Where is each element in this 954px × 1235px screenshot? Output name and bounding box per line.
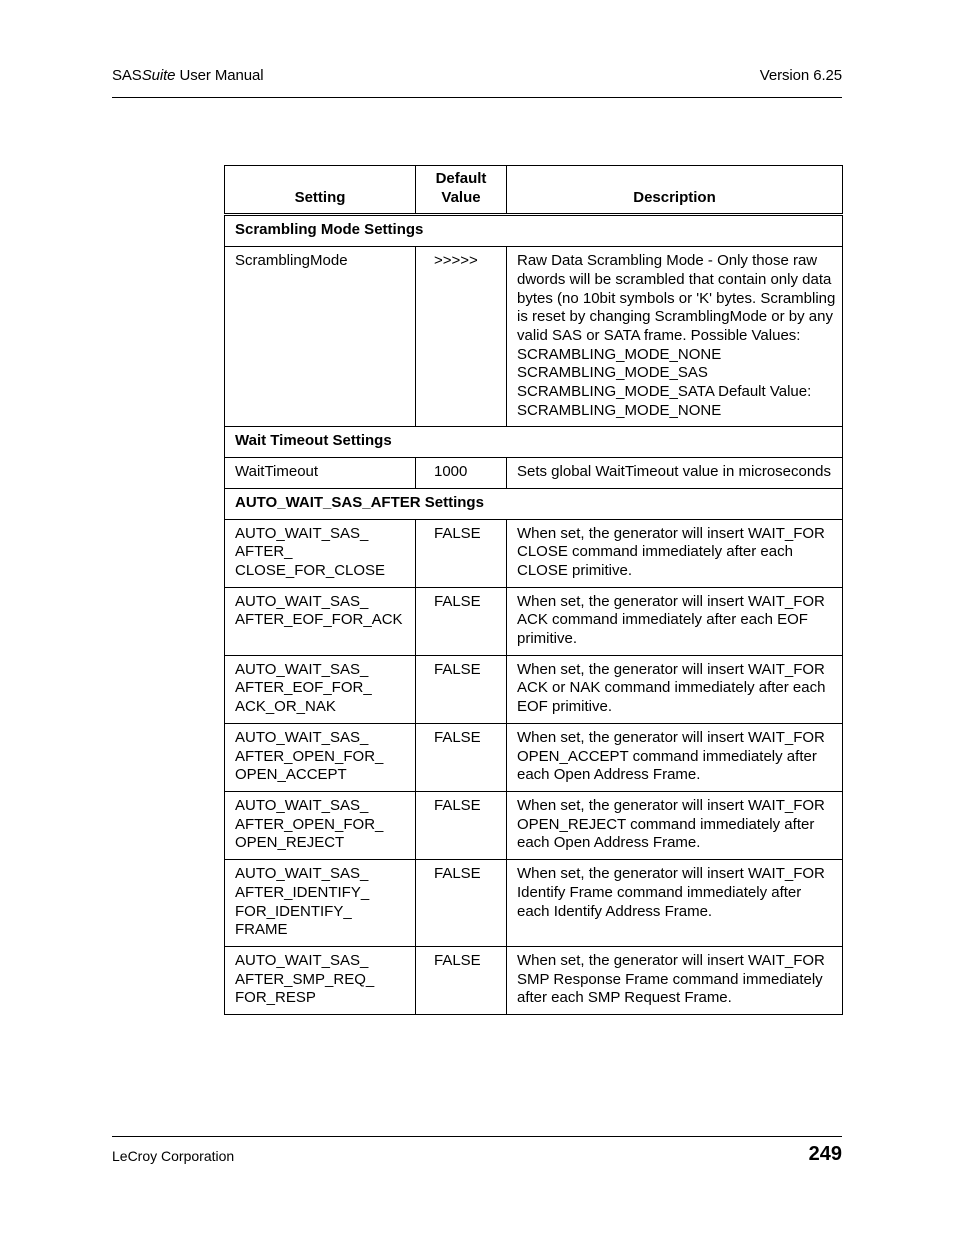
- table-header-row: [225, 166, 843, 215]
- table-row: [225, 655, 843, 723]
- manual-title-prefix: SAS: [112, 67, 142, 84]
- table-row: [225, 519, 843, 587]
- settings-table: [224, 165, 843, 1015]
- setting-cell: ScramblingMode: [225, 247, 416, 427]
- table-row: [225, 860, 843, 947]
- company-name: LeCroy Corporation: [112, 1148, 235, 1164]
- default-value-cell: FALSE: [416, 587, 507, 655]
- description-cell: When set, the generator will insert WAIT_FOR OPEN_ACCEPT command immediately after each Open Address Frame.: [507, 723, 843, 791]
- default-value-cell: FALSE: [416, 946, 507, 1014]
- setting-cell: AUTO_WAIT_SAS_ AFTER_OPEN_FOR_ OPEN_REJECT: [225, 791, 416, 859]
- section-title-auto-wait: AUTO_WAIT_SAS_AFTER Settings: [225, 488, 843, 519]
- table-row: [225, 458, 843, 489]
- section-title-scrambling: Scrambling Mode Settings: [225, 215, 843, 247]
- page-header: [112, 66, 842, 86]
- manual-title: [112, 66, 263, 86]
- description-cell: Sets global WaitTimeout value in microseconds: [507, 458, 843, 489]
- default-value-cell: 1000: [416, 458, 507, 489]
- section-row: [225, 488, 843, 519]
- setting-cell: AUTO_WAIT_SAS_ AFTER_OPEN_FOR_ OPEN_ACCEPT: [225, 723, 416, 791]
- footer-rule: [112, 1136, 842, 1137]
- default-value-cell: >>>>>: [416, 247, 507, 427]
- page-number: 249: [808, 1143, 842, 1165]
- default-value-cell: FALSE: [416, 723, 507, 791]
- table-row: [225, 587, 843, 655]
- table-row: [225, 791, 843, 859]
- section-row: [225, 427, 843, 458]
- description-cell: When set, the generator will insert WAIT_FOR ACK or NAK command immediately after each EOF primitive.: [507, 655, 843, 723]
- table-row: [225, 946, 843, 1014]
- column-header-default-value: Default Value: [416, 166, 507, 215]
- setting-cell: AUTO_WAIT_SAS_ AFTER_IDENTIFY_ FOR_IDENTIFY_ FRAME: [225, 860, 416, 947]
- default-value-cell: FALSE: [416, 655, 507, 723]
- description-cell: When set, the generator will insert WAIT_FOR ACK command immediately after each EOF primitive.: [507, 587, 843, 655]
- section-title-wait-timeout: Wait Timeout Settings: [225, 427, 843, 458]
- description-cell: Raw Data Scrambling Mode - Only those raw dwords will be scrambled that contain only data bytes (no 10bit symbols or 'K' bytes. Scrambling is reset by changing ScramblingMode or by any valid SAS or SATA frame. Possible Values: SCRAMBLING_MODE_NONE SCRAMBLING_MODE_SAS SCRAMBLING_MODE_SATA Default Value: SCRAMBLING_MODE_NONE: [507, 247, 843, 427]
- manual-title-suffix: User Manual: [175, 67, 264, 84]
- default-value-cell: FALSE: [416, 860, 507, 947]
- table-row: [225, 247, 843, 427]
- description-cell: When set, the generator will insert WAIT_FOR CLOSE command immediately after each CLOSE primitive.: [507, 519, 843, 587]
- header-rule: [112, 97, 842, 98]
- section-row: [225, 215, 843, 247]
- description-cell: When set, the generator will insert WAIT_FOR Identify Frame command immediately after each Identify Address Frame.: [507, 860, 843, 947]
- setting-cell: WaitTimeout: [225, 458, 416, 489]
- setting-cell: AUTO_WAIT_SAS_ AFTER_EOF_FOR_ACK: [225, 587, 416, 655]
- setting-cell: AUTO_WAIT_SAS_ AFTER_EOF_FOR_ ACK_OR_NAK: [225, 655, 416, 723]
- table-row: [225, 723, 843, 791]
- setting-cell: AUTO_WAIT_SAS_ AFTER_ CLOSE_FOR_CLOSE: [225, 519, 416, 587]
- description-cell: When set, the generator will insert WAIT_FOR SMP Response Frame command immediately after each SMP Request Frame.: [507, 946, 843, 1014]
- column-header-setting: Setting: [225, 166, 416, 215]
- column-header-description: Description: [507, 166, 843, 215]
- description-cell: When set, the generator will insert WAIT_FOR OPEN_REJECT command immediately after each Open Address Frame.: [507, 791, 843, 859]
- default-value-cell: FALSE: [416, 519, 507, 587]
- default-value-cell: FALSE: [416, 791, 507, 859]
- version-label: Version 6.25: [759, 67, 842, 84]
- setting-cell: AUTO_WAIT_SAS_ AFTER_SMP_REQ_ FOR_RESP: [225, 946, 416, 1014]
- manual-title-italic: Suite: [141, 67, 176, 84]
